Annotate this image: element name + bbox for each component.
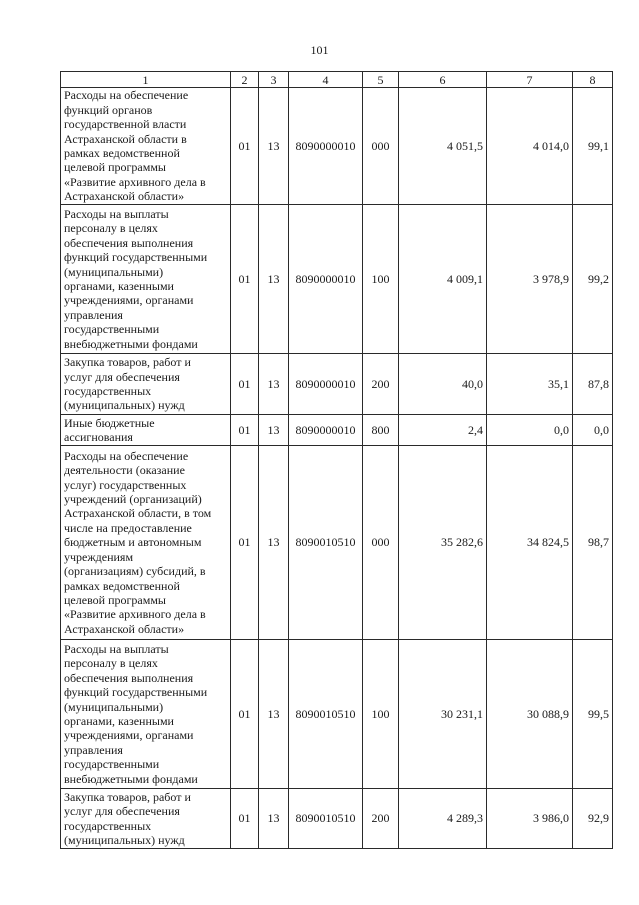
section-code: 01 xyxy=(231,415,259,446)
subsection-code: 13 xyxy=(259,205,289,354)
actual-amount: 35,1 xyxy=(487,354,573,415)
planned-amount: 4 051,5 xyxy=(399,88,487,205)
actual-amount: 4 014,0 xyxy=(487,88,573,205)
table-header-row xyxy=(61,72,613,88)
planned-amount: 4 289,3 xyxy=(399,789,487,849)
section-code: 01 xyxy=(231,789,259,849)
expense-name: Расходы на обеспечение функций органов государственной власти Астраханской области в рамках ведомственной целевой программы «Развитие архивного дела в Астраханской области» xyxy=(61,88,231,205)
execution-percent: 99,5 xyxy=(573,640,613,789)
table-row xyxy=(61,789,613,849)
expense-name: Расходы на выплаты персоналу в целях обеспечения выполнения функций государственными (муниципальными) органами, казенными учреждениями, органами управления государственными внебюджетными фондами xyxy=(61,640,231,789)
expense-type-code: 800 xyxy=(363,415,399,446)
column-header: 1 xyxy=(61,72,231,88)
target-item-code: 8090000010 xyxy=(289,88,363,205)
subsection-code: 13 xyxy=(259,640,289,789)
execution-percent: 98,7 xyxy=(573,446,613,640)
target-item-code: 8090000010 xyxy=(289,354,363,415)
actual-amount: 3 978,9 xyxy=(487,205,573,354)
subsection-code: 13 xyxy=(259,446,289,640)
expense-type-code: 000 xyxy=(363,446,399,640)
expense-name: Расходы на обеспечение деятельности (оказание услуг) государственных учреждений (организаций) Астраханской области, в том числе на предоставление бюджетным и автономным учреждениям (организациям) субсидий, в рамках ведомственной целевой программы «Развитие архивного дела в Астраханской области» xyxy=(61,446,231,640)
execution-percent: 99,1 xyxy=(573,88,613,205)
column-header: 5 xyxy=(363,72,399,88)
planned-amount: 30 231,1 xyxy=(399,640,487,789)
expense-name: Закупка товаров, работ и услуг для обеспечения государственных (муниципальных) нужд xyxy=(61,354,231,415)
table-row xyxy=(61,205,613,354)
execution-percent: 87,8 xyxy=(573,354,613,415)
execution-percent: 0,0 xyxy=(573,415,613,446)
expense-type-code: 100 xyxy=(363,205,399,354)
table-row xyxy=(61,415,613,446)
target-item-code: 8090010510 xyxy=(289,446,363,640)
table-row xyxy=(61,640,613,789)
table-row xyxy=(61,354,613,415)
subsection-code: 13 xyxy=(259,789,289,849)
target-item-code: 8090010510 xyxy=(289,789,363,849)
expense-type-code: 200 xyxy=(363,789,399,849)
planned-amount: 40,0 xyxy=(399,354,487,415)
actual-amount: 3 986,0 xyxy=(487,789,573,849)
table-row xyxy=(61,88,613,205)
target-item-code: 8090000010 xyxy=(289,205,363,354)
expense-name: Расходы на выплаты персоналу в целях обеспечения выполнения функций государственными (муниципальными) органами, казенными учреждениями, органами управления государственными внебюджетными фондами xyxy=(61,205,231,354)
expense-name: Закупка товаров, работ и услуг для обеспечения государственных (муниципальных) нужд xyxy=(61,789,231,849)
actual-amount: 34 824,5 xyxy=(487,446,573,640)
target-item-code: 8090010510 xyxy=(289,640,363,789)
column-header: 4 xyxy=(289,72,363,88)
subsection-code: 13 xyxy=(259,88,289,205)
expenditure-table xyxy=(60,71,613,849)
actual-amount: 0,0 xyxy=(487,415,573,446)
column-header: 6 xyxy=(399,72,487,88)
section-code: 01 xyxy=(231,354,259,415)
section-code: 01 xyxy=(231,205,259,354)
planned-amount: 35 282,6 xyxy=(399,446,487,640)
section-code: 01 xyxy=(231,640,259,789)
column-header: 8 xyxy=(573,72,613,88)
target-item-code: 8090000010 xyxy=(289,415,363,446)
column-header: 3 xyxy=(259,72,289,88)
section-code: 01 xyxy=(231,446,259,640)
subsection-code: 13 xyxy=(259,354,289,415)
table-row xyxy=(61,446,613,640)
actual-amount: 30 088,9 xyxy=(487,640,573,789)
section-code: 01 xyxy=(231,88,259,205)
page-number: 101 xyxy=(310,43,329,57)
execution-percent: 92,9 xyxy=(573,789,613,849)
column-header: 7 xyxy=(487,72,573,88)
subsection-code: 13 xyxy=(259,415,289,446)
planned-amount: 4 009,1 xyxy=(399,205,487,354)
column-header: 2 xyxy=(231,72,259,88)
planned-amount: 2,4 xyxy=(399,415,487,446)
expense-type-code: 000 xyxy=(363,88,399,205)
execution-percent: 99,2 xyxy=(573,205,613,354)
expense-type-code: 100 xyxy=(363,640,399,789)
expense-type-code: 200 xyxy=(363,354,399,415)
expense-name: Иные бюджетные ассигнования xyxy=(61,415,231,446)
